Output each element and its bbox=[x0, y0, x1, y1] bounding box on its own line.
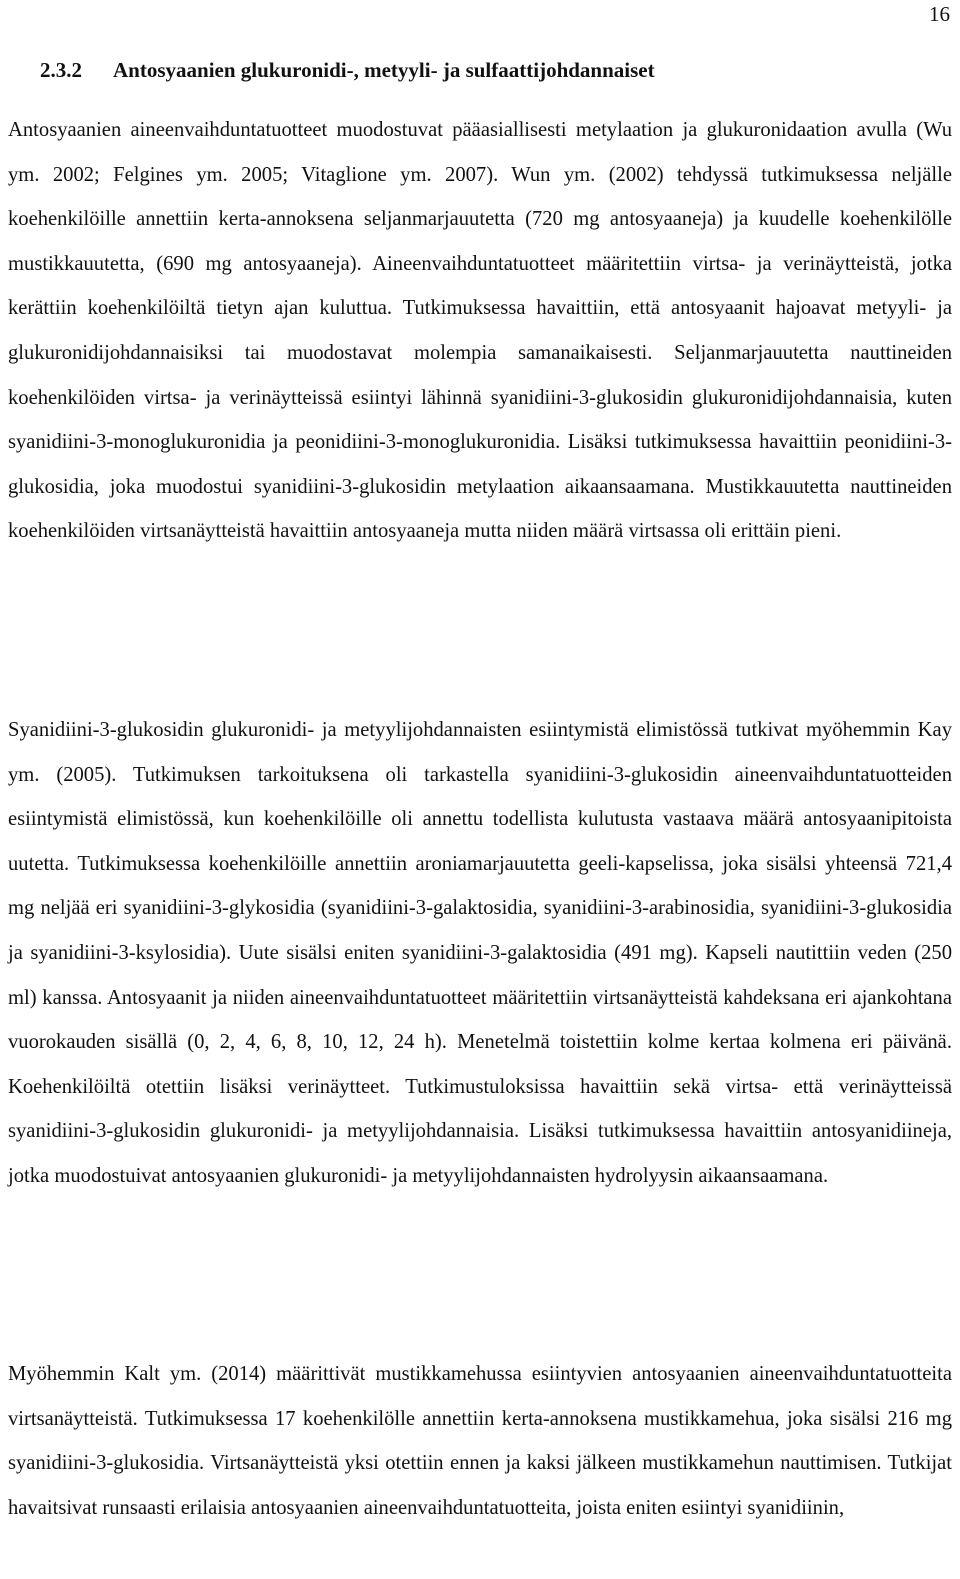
sentence: Lisäksi tutkimuksessa havaittiin antosyanidiineja, jotka muodostuivat antosyaanien glukuronidi- ja metyylijohdannaisten hydrolyysin aikaansaamana. bbox=[8, 1120, 952, 1187]
sentence: Kapseli nautittiin veden (250 ml) kanssa. bbox=[8, 941, 953, 1009]
sentence: Antosyaanit ja niiden aineenvaihduntatuotteet määritettiin virtsanäytteistä kahdeksana eri ajankohtana vuorokauden sisällä (0, 2, 4, 6, 8, 10, 12, 24 h). bbox=[8, 986, 952, 1054]
sentence: Tutkimuksen tarkoituksena oli tarkastella syanidiini-3-glukosidin aineenvaihduntatuotteiden esiintymistä elimistössä, kun koehenkilöille oli annettu todellista kulutusta vastaava määrä antosyaanipitoista uutetta. bbox=[8, 763, 952, 875]
page-number: 16 bbox=[929, 2, 950, 26]
sentence: Koehenkilöiltä otettiin lisäksi verinäytteet. bbox=[8, 1075, 391, 1098]
section-heading bbox=[40, 58, 655, 83]
paragraph-2 bbox=[8, 708, 952, 1199]
sentence: Tutkimustuloksissa havaittiin sekä virtsa- että verinäytteissä syanidiini-3-glukosidin glukuronidi- ja metyylijohdannaisia. bbox=[8, 1075, 952, 1143]
sentence: Tutkimuksessa 17 koehenkilölle annettiin kerta-annoksena mustikkamehua, joka sisälsi 216 mg syanidiini-3-glukosidia. bbox=[8, 1407, 952, 1475]
sentence: Tutkimuksessa koehenkilöille annettiin aroniamarjauutetta geeli-kapselissa, joka sisälsi yhteensä 721,4 mg neljää eri syanidiini-3-glykosidia (syanidiini-3-galaktosidia, syanidiini-3-arabinosidia, syanidiini-3-glukosidia ja syanidiini-3-ksylosidia). bbox=[8, 852, 952, 964]
sentence: Wun ym. (2002) tehdyssä tutkimuksessa neljälle koehenkilöille annettiin kerta-annoksena seljanmarjauutetta (720 mg antosyaaneja) ja kuudelle koehenkilölle mustikkauutetta, (690 mg antosyaaneja). bbox=[8, 163, 952, 275]
sentence: Mustikkauutetta nauttineiden koehenkilöiden virtsanäytteistä havaittiin antosyaaneja mutta niiden määrä virtsassa oli erittäin pieni. bbox=[8, 475, 952, 543]
sentence: Virtsanäytteistä yksi otettiin ennen ja kaksi jälkeen mustikkamehun nauttimisen. bbox=[210, 1452, 882, 1475]
sentence: Tutkimuksessa havaittiin, että antosyaanit hajoavat metyyli- ja glukuronidijohdannaisiksi tai muodostavat molempia samanaikaisesti. bbox=[8, 297, 952, 364]
section-number: 2.3.2 bbox=[40, 58, 82, 82]
section-title: Antosyaanien glukuronidi-, metyyli- ja sulfaattijohdannaiset bbox=[113, 58, 655, 82]
sentence: Lisäksi tutkimuksessa havaittiin peonidiini-3-glukosidia, joka muodostui syanidiini-3-glukosidin metylaation aikaansaamana. bbox=[8, 431, 952, 498]
sentence: Syanidiini-3-glukosidin glukuronidi- ja metyylijohdannaisten esiintymistä elimistössä tutkivat myöhemmin Kay ym. (2005). bbox=[8, 719, 952, 786]
sentence: Antosyaanien aineenvaihduntatuotteet muodostuvat pääasiallisesti metylaation ja glukuronidaation avulla (Wu ym. 2002; Felgines ym. 2005; Vitaglione ym. 2007). bbox=[8, 119, 952, 186]
paragraph-1 bbox=[8, 108, 952, 554]
sentence: Uute sisälsi eniten syanidiini-3-galaktosidia (491 mg). bbox=[238, 941, 698, 964]
sentence: Menetelmä toistettiin kolme kertaa kolmena eri päivänä. bbox=[457, 1031, 952, 1054]
sentence: Aineenvaihduntatuotteet määritettiin virtsa- ja verinäytteistä, jotka kerättiin koehenkilöiltä tietyn ajan kuluttua. bbox=[8, 252, 953, 320]
sentence: Seljanmarjauutetta nauttineiden koehenkilöiden virtsa- ja verinäytteissä esiintyi lähinnä syanidiini-3-glukosidin glukuronidijohdannaisia, kuten syanidiini-3-monoglukuronidia ja peonidiini-3-monoglukuronidia. bbox=[8, 341, 953, 454]
paragraph-3 bbox=[8, 1352, 952, 1530]
sentence: Myöhemmin Kalt ym. (2014) määrittivät mustikkamehussa esiintyvien antosyaanien aineenvaihduntatuotteita virtsanäytteistä. bbox=[8, 1363, 952, 1430]
sentence: Tutkijat havaitsivat runsaasti erilaisia antosyaanien aineenvaihduntatuotteita, joista eniten esiintyi syanidiinin, bbox=[8, 1452, 953, 1519]
